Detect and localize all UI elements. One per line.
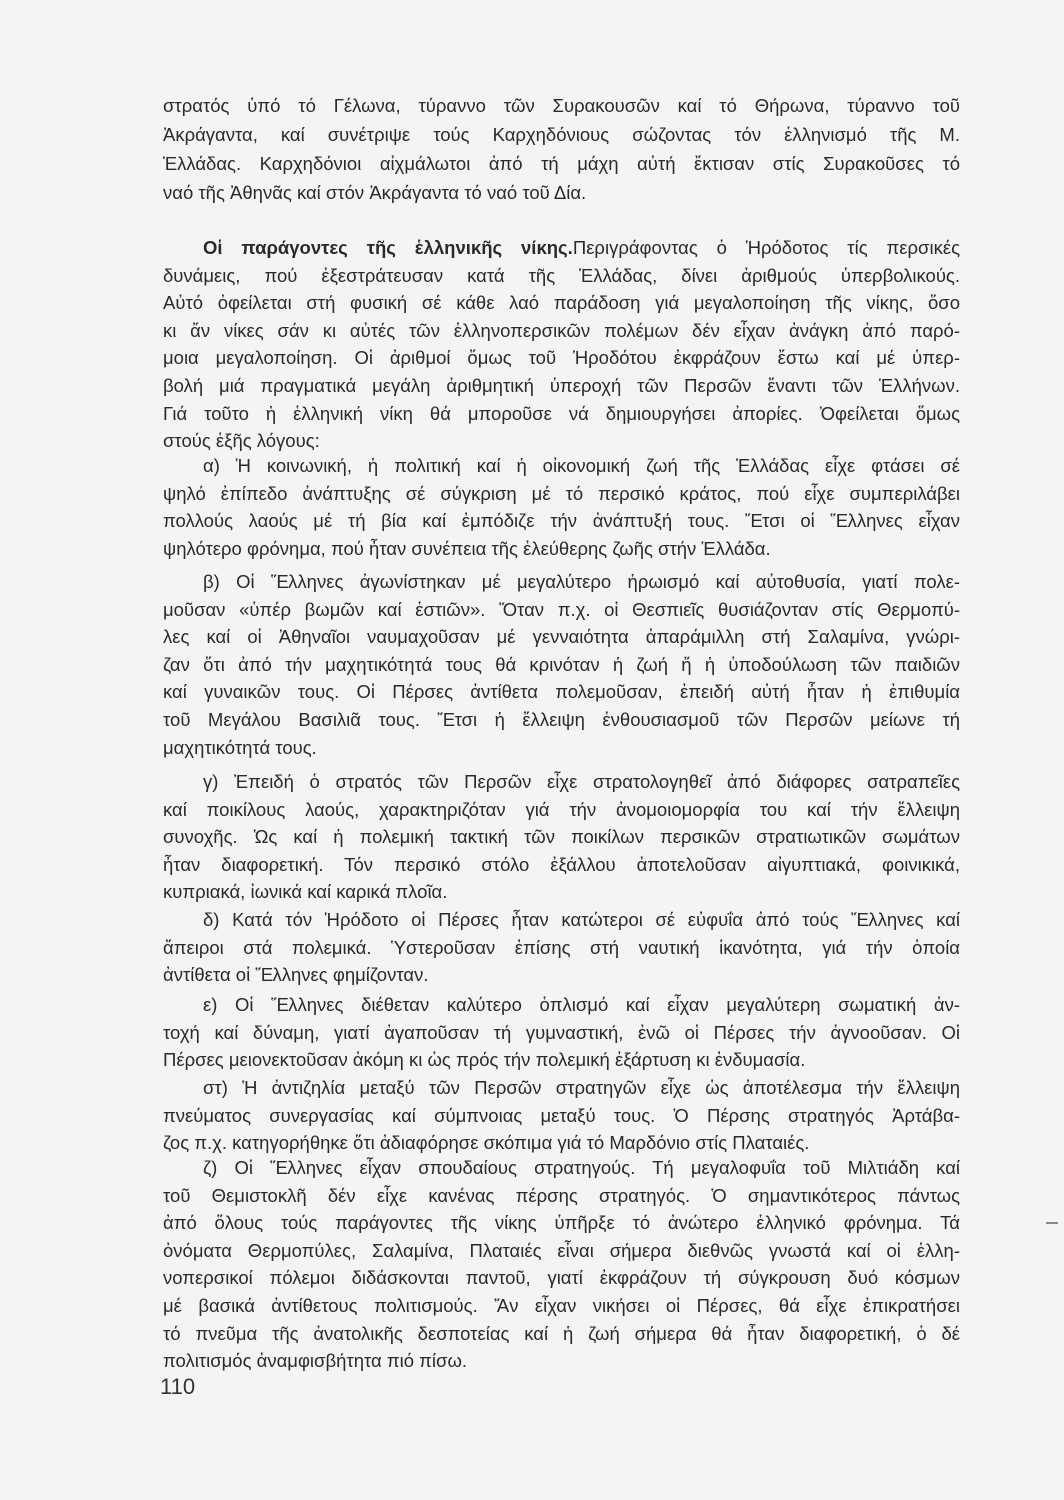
line-text: τοῦ Μεγάλου Βασιλιᾶ τους. Ἔτσι ἡ ἔλλειψη ἐνθουσιασμοῦ τῶν Περσῶν μείωνε τή bbox=[163, 708, 960, 730]
line-text: Ἑλλάδας. Καρχηδόνιοι αἰχμάλωτοι ἀπό τή μάχη αὐτή ἔκτισαν στίς Συρακοῦσες τό bbox=[163, 153, 960, 174]
paragraph-g bbox=[163, 1154, 960, 1375]
line-text: στούς ἑξῆς λόγους: bbox=[163, 430, 320, 452]
line-text: νοπερσικοί πόλεμοι διδάσκονται παντοῦ, γιατί ἐκφράζουν τή σύγκρουση δυό κόσμων bbox=[163, 1267, 960, 1289]
text-line bbox=[163, 1074, 960, 1102]
line-text: καί γυναικῶν τους. Οἱ Πέρσες ἀντίθετα πολεμοῦσαν, ἐπειδή αὐτή ἦταν ἡ ἐπιθυμία bbox=[163, 681, 960, 703]
line-text: κι ἄν νίκες σάν κι αὐτές τῶν ἑλληνοπερσικῶν πολέμων δέν εἶχαν ἀνάγκη ἀπό παρό- bbox=[163, 319, 960, 341]
page-number: 110 bbox=[160, 1374, 196, 1399]
line-text: ζ) Οἱ Ἕλληνες εἶχαν σπουδαίους στρατηγούς. Τή μεγαλοφυΐα τοῦ Μιλτιάδη καί bbox=[203, 1157, 960, 1178]
text-line bbox=[163, 1237, 960, 1265]
line-text: ζαν ὅτι ἀπό τήν μαχητικότητά τους θά κρινόταν ἡ ζωή ἤ ἡ ὑποδούλωση τῶν παιδιῶν bbox=[163, 653, 960, 675]
text-line bbox=[163, 149, 960, 178]
text-line bbox=[163, 344, 960, 372]
scan-mark bbox=[1046, 1222, 1058, 1224]
text-line bbox=[163, 1347, 960, 1375]
text-line bbox=[163, 1154, 960, 1182]
line-text: ὀνόματα Θερμοπύλες, Σαλαμίνα, Πλαταιές εἶναι σήμερα διεθνῶς γνωστά καί οἱ ἑλλη- bbox=[163, 1239, 960, 1261]
line-text: ἀντίθετα οἱ Ἕλληνες φημίζονταν. bbox=[163, 964, 429, 986]
line-text: ψηλότερο φρόνημα, πού ἦταν συνέπεια τῆς ἐλεύθερης ζωῆς στήν Ἑλλάδα. bbox=[163, 537, 771, 559]
text-line bbox=[163, 234, 960, 262]
text-line bbox=[163, 796, 960, 824]
text-line bbox=[163, 568, 960, 596]
line-text: μαχητικότητά τους. bbox=[163, 736, 317, 758]
text-line bbox=[163, 906, 960, 934]
section-heading: Οἱ παράγοντες τῆς ἑλληνικῆς νίκης. bbox=[203, 237, 573, 258]
text-line bbox=[163, 878, 960, 906]
paragraph-d bbox=[163, 906, 960, 989]
paragraph-b bbox=[163, 568, 960, 761]
text-line bbox=[163, 372, 960, 400]
text-line bbox=[163, 934, 960, 962]
text-line bbox=[163, 91, 960, 120]
line-text: μέ βασικά ἀντίθετους πολιτισμούς. Ἄν εἶχαν νικήσει οἱ Πέρσες, θά εἶχε ἐπικρατήσει bbox=[163, 1294, 960, 1316]
text-line bbox=[163, 178, 960, 207]
text-line bbox=[163, 961, 960, 989]
line-text: β) Οἱ Ἕλληνες ἀγωνίστηκαν μέ μεγαλύτερο ἡρωισμό καί αὐτοθυσία, γιατί πολε- bbox=[203, 571, 960, 592]
line-text: πολλούς λαούς μέ τή βία καί ἐμπόδιζε τήν ἀνάπτυξή τους. Ἔτσι οἱ Ἕλληνες εἶχαν bbox=[163, 510, 960, 532]
line-text: ἀπό ὅλους τούς παράγοντες τῆς νίκης ὑπῆρξε τό ἀνώτερο ἑλληνικό φρόνημα. Τά bbox=[163, 1212, 960, 1234]
line-text: τό πνεῦμα τῆς ἀνατολικῆς δεσποτείας καί ἡ ζωή σήμερα θά ἦταν διαφορετική, ὁ δέ bbox=[163, 1322, 960, 1344]
text-line bbox=[163, 768, 960, 796]
text-line bbox=[163, 535, 960, 563]
line-text: Γιά τοῦτο ἡ ἑλληνική νίκη θά μποροῦσε νά δημιουργήσει ἀπορίες. Ὀφείλεται ὅμως bbox=[163, 402, 960, 424]
line-text: Αὐτό ὀφείλεται στή φυσική σέ κάθε λαό παράδοση γιά μεγαλοποίηση τῆς νίκης, ὅσο bbox=[163, 292, 960, 314]
line-text: ζος π.χ. κατηγορήθηκε ὅτι ἀδιαφόρησε σκόπιμα γιά τό Μαρδόνιο στίς Πλαταιές. bbox=[163, 1132, 810, 1154]
text-line bbox=[163, 1292, 960, 1320]
text-line bbox=[163, 452, 960, 480]
line-text: τοῦ Θεμιστοκλῆ δέν εἶχε κανένας πέρσης στρατηγός. Ὁ σημαντικότερος πάντως bbox=[163, 1184, 960, 1206]
line-text: α) Ἡ κοινωνική, ἡ πολιτική καί ἡ οἰκονομική ζωή τῆς Ἑλλάδας εἶχε φτάσει σέ bbox=[203, 455, 960, 476]
line-text: Πέρσες μειονεκτοῦσαν ἀκόμη κι ὡς πρός τήν πολεμική ἐξάρτυση κι ἐνδυμασία. bbox=[163, 1049, 806, 1071]
text-line bbox=[163, 706, 960, 734]
paragraph-e bbox=[163, 991, 960, 1074]
text-line bbox=[163, 289, 960, 317]
text-line bbox=[163, 1046, 960, 1074]
paragraph-c bbox=[163, 768, 960, 906]
line-text: πνεύματος συνεργασίας καί σύμπνοιας μεταξύ τους. Ὁ Πέρσης στρατηγός Ἀρτάβα- bbox=[163, 1104, 960, 1126]
line-text: στρατός ὑπό τό Γέλωνα, τύραννο τῶν Συρακουσῶν καί τό Θήρωνα, τύραννο τοῦ bbox=[163, 95, 960, 116]
text-line bbox=[163, 480, 960, 508]
text-line bbox=[163, 991, 960, 1019]
text-line bbox=[163, 427, 960, 455]
line-text: ναό τῆς Ἀθηνᾶς καί στόν Ἀκράγαντα τό ναό τοῦ Δία. bbox=[163, 182, 587, 203]
text-line bbox=[163, 823, 960, 851]
line-text: γ) Ἐπειδή ὁ στρατός τῶν Περσῶν εἶχε στρατολογηθεῖ ἀπό διάφορες σατραπεῖες bbox=[203, 771, 960, 792]
text-line bbox=[163, 507, 960, 535]
text-line bbox=[163, 317, 960, 345]
text-line bbox=[163, 1264, 960, 1292]
line-text: λες καί οἱ Ἀθηναῖοι ναυμαχοῦσαν μέ γενναιότητα ἀπαράμιλλη στή Σαλαμίνα, γνώρι- bbox=[163, 626, 960, 648]
line-text: βολή μιά πραγματικά μεγάλη ἀριθμητική ὑπεροχή τῶν Περσῶν ἔναντι τῶν Ἑλλήνων. bbox=[163, 374, 960, 396]
text-line bbox=[163, 1129, 960, 1157]
text-line bbox=[163, 678, 960, 706]
line-text: δυνάμεις, πού ἐξεστράτευσαν κατά τῆς Ἑλλάδας, δίνει ἀριθμούς ὑπερβολικούς. bbox=[163, 264, 960, 286]
text-line bbox=[163, 651, 960, 679]
line-text: στ) Ἡ ἀντιζηλία μεταξύ τῶν Περσῶν στρατηγῶν εἶχε ὡς ἀποτέλεσμα τήν ἔλλειψη bbox=[203, 1077, 960, 1098]
line-text: μοια μεγαλοποίηση. Οἱ ἀριθμοί ὅμως τοῦ Ἡροδότου ἐκφράζουν ἔστω καί μέ ὑπερ- bbox=[163, 347, 960, 369]
paragraph-intro bbox=[163, 91, 960, 207]
paragraph-a bbox=[163, 452, 960, 562]
line-text: τοχή καί δύναμη, γιατί ἀγαποῦσαν τή γυμναστική, ἐνῶ οἱ Πέρσες τήν ἀγνοοῦσαν. Οἱ bbox=[163, 1021, 960, 1043]
line-text: δ) Κατά τόν Ἡρόδοτο οἱ Πέρσες ἦταν κατώτεροι σέ εὐφυΐα ἀπό τούς Ἕλληνες καί bbox=[203, 909, 960, 930]
text-line bbox=[163, 1019, 960, 1047]
text-line bbox=[163, 262, 960, 290]
line-text: ἄπειροι στά πολεμικά. Ὑστεροῦσαν ἐπίσης στή ναυτική ἱκανότητα, γιά τήν ὁποία bbox=[163, 936, 960, 958]
text-line bbox=[163, 596, 960, 624]
text-line bbox=[163, 734, 960, 762]
paragraph-f bbox=[163, 1074, 960, 1157]
text-line bbox=[163, 851, 960, 879]
line-text: πολιτισμός ἀναμφισβήτητα πιό πίσω. bbox=[163, 1350, 468, 1372]
paragraph-factors bbox=[163, 234, 960, 455]
text-line bbox=[163, 623, 960, 651]
line-text: Περιγράφοντας ὁ Ἡρόδοτος τίς περσικές bbox=[572, 237, 960, 258]
line-text: μοῦσαν «ὑπέρ βωμῶν καί ἑστιῶν». Ὅταν π.χ. οἱ Θεσπιεῖς θυσιάζονταν στίς Θερμοπύ- bbox=[163, 598, 960, 620]
line-text: συνοχῆς. Ὡς καί ἡ πολεμική τακτική τῶν ποικίλων περσικῶν στρατιωτικῶν σωμάτων bbox=[163, 826, 960, 848]
line-text: Ἀκράγαντα, καί συνέτριψε τούς Καρχηδόνιους σώζοντας τόν ἑλληνισμό τῆς Μ. bbox=[163, 124, 960, 145]
line-text: ψηλό ἐπίπεδο ἀνάπτυξης σέ σύγκριση μέ τό περσικό κράτος, πού εἶχε συμπεριλάβει bbox=[163, 482, 960, 504]
text-line bbox=[163, 1209, 960, 1237]
text-line bbox=[163, 1102, 960, 1130]
line-text: ἦταν διαφορετική. Τόν περσικό στόλο ἐξάλλου ἀποτελοῦσαν αἰγυπτιακά, φοινικικά, bbox=[163, 853, 960, 875]
text-line bbox=[163, 120, 960, 149]
text-line bbox=[163, 1182, 960, 1210]
line-text: καί ποικίλους λαούς, χαρακτηριζόταν γιά τήν ἀνομοιομορφία του καί τήν ἔλλειψη bbox=[163, 798, 960, 820]
text-line bbox=[163, 1320, 960, 1348]
text-line bbox=[163, 400, 960, 428]
line-text: κυπριακά, ἰωνικά καί καρικά πλοῖα. bbox=[163, 881, 448, 903]
line-text: ε) Οἱ Ἕλληνες διέθεταν καλύτερο ὁπλισμό καί εἶχαν μεγαλύτερη σωματική ἀν- bbox=[203, 994, 960, 1015]
